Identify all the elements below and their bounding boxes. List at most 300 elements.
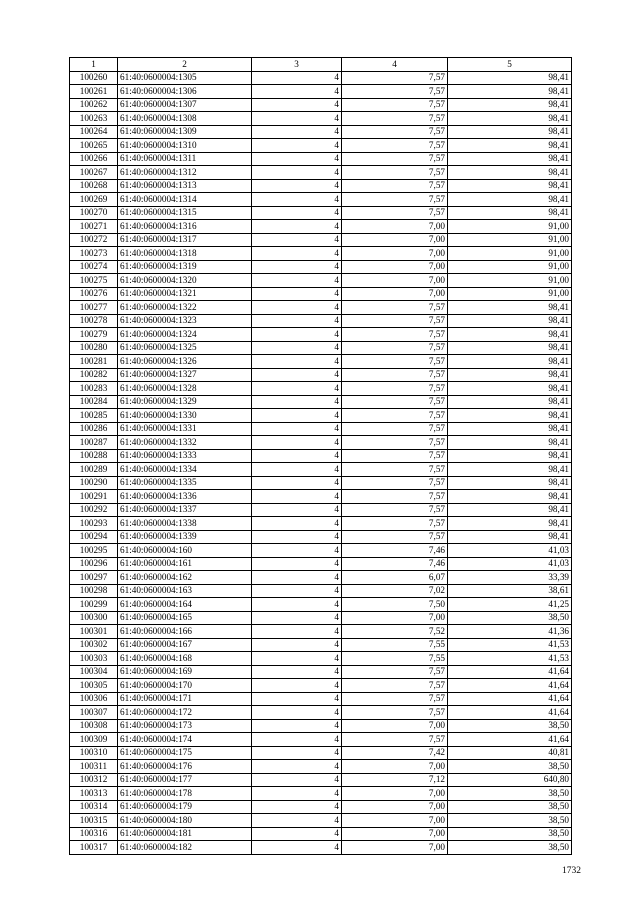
cadastral-number: 61:40:0600004:1329: [118, 395, 252, 409]
column-4-value: 7,57: [342, 206, 448, 220]
column-3-value: 4: [252, 166, 342, 180]
column-4-value: 7,57: [342, 679, 448, 693]
column-3-value: 4: [252, 490, 342, 504]
column-4-value: 7,00: [342, 260, 448, 274]
cadastral-number: 61:40:0600004:180: [118, 814, 252, 828]
column-4-value: 7,57: [342, 85, 448, 99]
column-5-value: 98,41: [448, 193, 572, 207]
column-3-value: 4: [252, 409, 342, 423]
data-table: [69, 57, 572, 855]
cadastral-number: 61:40:0600004:1335: [118, 476, 252, 490]
column-5-value: 91,00: [448, 274, 572, 288]
column-3-value: 4: [252, 598, 342, 612]
cadastral-number: 61:40:0600004:1330: [118, 409, 252, 423]
row-id: 100272: [70, 233, 118, 247]
column-5-value: 98,41: [448, 301, 572, 315]
column-3-value: 4: [252, 436, 342, 450]
column-4-value: 7,57: [342, 463, 448, 477]
cadastral-number: 61:40:0600004:172: [118, 706, 252, 720]
column-4-value: 7,57: [342, 395, 448, 409]
table-row: [70, 152, 572, 166]
column-3-value: 4: [252, 449, 342, 463]
column-3-value: 4: [252, 220, 342, 234]
cadastral-number: 61:40:0600004:165: [118, 611, 252, 625]
cadastral-number: 61:40:0600004:169: [118, 665, 252, 679]
column-3-value: 4: [252, 625, 342, 639]
column-3-value: 4: [252, 193, 342, 207]
column-4-value: 7,57: [342, 422, 448, 436]
cadastral-number: 61:40:0600004:1337: [118, 503, 252, 517]
column-5-value: 98,41: [448, 71, 572, 85]
column-4-value: 7,57: [342, 314, 448, 328]
row-id: 100283: [70, 382, 118, 396]
row-id: 100311: [70, 760, 118, 774]
table-row: [70, 328, 572, 342]
row-id: 100294: [70, 530, 118, 544]
column-3-value: 4: [252, 152, 342, 166]
column-3-value: 4: [252, 382, 342, 396]
column-4-value: 7,57: [342, 152, 448, 166]
column-4-value: 7,02: [342, 584, 448, 598]
column-5-value: 38,50: [448, 800, 572, 814]
column-3-value: 4: [252, 395, 342, 409]
row-id: 100284: [70, 395, 118, 409]
row-id: 100317: [70, 841, 118, 855]
table-row: [70, 71, 572, 85]
column-5-value: 41,03: [448, 544, 572, 558]
cadastral-number: 61:40:0600004:1331: [118, 422, 252, 436]
column-3-value: 4: [252, 287, 342, 301]
row-id: 100263: [70, 112, 118, 126]
column-3-value: 4: [252, 247, 342, 261]
row-id: 100304: [70, 665, 118, 679]
table-row: [70, 652, 572, 666]
column-3-value: 4: [252, 98, 342, 112]
column-3-value: 4: [252, 827, 342, 841]
cadastral-number: 61:40:0600004:1323: [118, 314, 252, 328]
table-row: [70, 800, 572, 814]
cadastral-number: 61:40:0600004:1316: [118, 220, 252, 234]
column-3-value: 4: [252, 260, 342, 274]
column-3-value: 4: [252, 611, 342, 625]
column-4-value: 7,57: [342, 382, 448, 396]
table-row: [70, 368, 572, 382]
row-id: 100292: [70, 503, 118, 517]
column-3-value: 4: [252, 787, 342, 801]
cadastral-number: 61:40:0600004:1320: [118, 274, 252, 288]
cadastral-number: 61:40:0600004:1339: [118, 530, 252, 544]
column-5-value: 98,41: [448, 530, 572, 544]
row-id: 100293: [70, 517, 118, 531]
column-4-value: 7,57: [342, 139, 448, 153]
table-row: [70, 206, 572, 220]
row-id: 100296: [70, 557, 118, 571]
cadastral-number: 61:40:0600004:1327: [118, 368, 252, 382]
column-5-value: 41,64: [448, 679, 572, 693]
column-3-value: 4: [252, 665, 342, 679]
row-id: 100291: [70, 490, 118, 504]
row-id: 100301: [70, 625, 118, 639]
column-5-value: 98,41: [448, 179, 572, 193]
column-header-1: 1: [70, 58, 118, 72]
header-row: [70, 58, 572, 72]
column-5-value: 41,53: [448, 652, 572, 666]
table-row: [70, 760, 572, 774]
column-4-value: 6,07: [342, 571, 448, 585]
column-5-value: 98,41: [448, 328, 572, 342]
column-5-value: 41,03: [448, 557, 572, 571]
row-id: 100260: [70, 71, 118, 85]
table-row: [70, 395, 572, 409]
column-5-value: 640,80: [448, 773, 572, 787]
column-4-value: 7,57: [342, 355, 448, 369]
column-4-value: 7,57: [342, 112, 448, 126]
table-row: [70, 449, 572, 463]
column-4-value: 7,57: [342, 71, 448, 85]
table-row: [70, 814, 572, 828]
table-row: [70, 679, 572, 693]
column-4-value: 7,57: [342, 692, 448, 706]
column-4-value: 7,57: [342, 436, 448, 450]
column-5-value: 98,41: [448, 476, 572, 490]
column-5-value: 41,36: [448, 625, 572, 639]
table-row: [70, 112, 572, 126]
cadastral-number: 61:40:0600004:163: [118, 584, 252, 598]
column-5-value: 98,41: [448, 503, 572, 517]
row-id: 100305: [70, 679, 118, 693]
cadastral-number: 61:40:0600004:171: [118, 692, 252, 706]
row-id: 100262: [70, 98, 118, 112]
cadastral-number: 61:40:0600004:168: [118, 652, 252, 666]
cadastral-number: 61:40:0600004:170: [118, 679, 252, 693]
cadastral-number: 61:40:0600004:1310: [118, 139, 252, 153]
column-3-value: 4: [252, 571, 342, 585]
table-row: [70, 490, 572, 504]
column-3-value: 4: [252, 530, 342, 544]
table-row: [70, 139, 572, 153]
column-4-value: 7,00: [342, 800, 448, 814]
column-5-value: 98,41: [448, 355, 572, 369]
column-5-value: 91,00: [448, 233, 572, 247]
table-row: [70, 706, 572, 720]
row-id: 100299: [70, 598, 118, 612]
cadastral-number: 61:40:0600004:1312: [118, 166, 252, 180]
table-row: [70, 463, 572, 477]
column-4-value: 7,00: [342, 787, 448, 801]
column-5-value: 98,41: [448, 490, 572, 504]
cadastral-number: 61:40:0600004:166: [118, 625, 252, 639]
column-5-value: 98,41: [448, 98, 572, 112]
column-3-value: 4: [252, 679, 342, 693]
column-4-value: 7,57: [342, 476, 448, 490]
table-row: [70, 314, 572, 328]
column-3-value: 4: [252, 638, 342, 652]
table-row: [70, 557, 572, 571]
column-3-value: 4: [252, 71, 342, 85]
row-id: 100275: [70, 274, 118, 288]
table-row: [70, 260, 572, 274]
column-4-value: 7,57: [342, 125, 448, 139]
column-4-value: 7,12: [342, 773, 448, 787]
table-row: [70, 719, 572, 733]
cadastral-number: 61:40:0600004:1315: [118, 206, 252, 220]
column-3-value: 4: [252, 85, 342, 99]
cadastral-number: 61:40:0600004:181: [118, 827, 252, 841]
column-4-value: 7,57: [342, 193, 448, 207]
table-row: [70, 827, 572, 841]
cadastral-number: 61:40:0600004:1309: [118, 125, 252, 139]
column-4-value: 7,00: [342, 719, 448, 733]
row-id: 100265: [70, 139, 118, 153]
column-4-value: 7,00: [342, 233, 448, 247]
table-row: [70, 611, 572, 625]
column-3-value: 4: [252, 814, 342, 828]
cadastral-number: 61:40:0600004:1308: [118, 112, 252, 126]
column-4-value: 7,57: [342, 517, 448, 531]
column-5-value: 98,41: [448, 206, 572, 220]
table-row: [70, 787, 572, 801]
column-4-value: 7,00: [342, 827, 448, 841]
column-5-value: 98,41: [448, 436, 572, 450]
row-id: 100264: [70, 125, 118, 139]
column-4-value: 7,57: [342, 449, 448, 463]
cadastral-number: 61:40:0600004:173: [118, 719, 252, 733]
column-4-value: 7,57: [342, 368, 448, 382]
table-row: [70, 625, 572, 639]
column-4-value: 7,57: [342, 665, 448, 679]
column-3-value: 4: [252, 557, 342, 571]
row-id: 100309: [70, 733, 118, 747]
table-row: [70, 476, 572, 490]
table-row: [70, 341, 572, 355]
column-3-value: 4: [252, 706, 342, 720]
column-5-value: 91,00: [448, 220, 572, 234]
column-4-value: 7,50: [342, 598, 448, 612]
table-row: [70, 544, 572, 558]
row-id: 100286: [70, 422, 118, 436]
cadastral-number: 61:40:0600004:1321: [118, 287, 252, 301]
table-row: [70, 517, 572, 531]
row-id: 100313: [70, 787, 118, 801]
row-id: 100280: [70, 341, 118, 355]
row-id: 100270: [70, 206, 118, 220]
row-id: 100295: [70, 544, 118, 558]
column-3-value: 4: [252, 314, 342, 328]
column-5-value: 91,00: [448, 247, 572, 261]
row-id: 100267: [70, 166, 118, 180]
row-id: 100302: [70, 638, 118, 652]
table-row: [70, 179, 572, 193]
table-row: [70, 422, 572, 436]
column-5-value: 98,41: [448, 517, 572, 531]
table-row: [70, 841, 572, 855]
table-row: [70, 193, 572, 207]
table-row: [70, 220, 572, 234]
row-id: 100308: [70, 719, 118, 733]
table-row: [70, 247, 572, 261]
table-row: [70, 584, 572, 598]
column-3-value: 4: [252, 112, 342, 126]
table-row: [70, 692, 572, 706]
table-row: [70, 409, 572, 423]
cadastral-number: 61:40:0600004:1328: [118, 382, 252, 396]
column-5-value: 91,00: [448, 260, 572, 274]
table-row: [70, 125, 572, 139]
column-4-value: 7,57: [342, 179, 448, 193]
table-row: [70, 638, 572, 652]
row-id: 100289: [70, 463, 118, 477]
table-row: [70, 233, 572, 247]
column-5-value: 41,64: [448, 692, 572, 706]
cadastral-number: 61:40:0600004:164: [118, 598, 252, 612]
row-id: 100312: [70, 773, 118, 787]
column-4-value: 7,00: [342, 814, 448, 828]
column-4-value: 7,00: [342, 760, 448, 774]
column-4-value: 7,00: [342, 287, 448, 301]
column-5-value: 38,50: [448, 814, 572, 828]
cadastral-number: 61:40:0600004:1306: [118, 85, 252, 99]
row-id: 100315: [70, 814, 118, 828]
column-5-value: 98,41: [448, 125, 572, 139]
column-3-value: 4: [252, 463, 342, 477]
page-number: 1732: [562, 866, 581, 876]
column-3-value: 4: [252, 422, 342, 436]
cadastral-number: 61:40:0600004:1311: [118, 152, 252, 166]
column-5-value: 38,50: [448, 841, 572, 855]
cadastral-number: 61:40:0600004:1317: [118, 233, 252, 247]
column-5-value: 98,41: [448, 314, 572, 328]
cadastral-number: 61:40:0600004:1313: [118, 179, 252, 193]
row-id: 100287: [70, 436, 118, 450]
table-row: [70, 301, 572, 315]
cadastral-number: 61:40:0600004:1332: [118, 436, 252, 450]
column-4-value: 7,55: [342, 652, 448, 666]
column-5-value: 33,39: [448, 571, 572, 585]
column-header-3: 3: [252, 58, 342, 72]
column-5-value: 98,41: [448, 166, 572, 180]
column-3-value: 4: [252, 233, 342, 247]
row-id: 100278: [70, 314, 118, 328]
column-5-value: 98,41: [448, 395, 572, 409]
column-5-value: 98,41: [448, 463, 572, 477]
cadastral-number: 61:40:0600004:174: [118, 733, 252, 747]
table-row: [70, 773, 572, 787]
column-3-value: 4: [252, 355, 342, 369]
column-5-value: 98,41: [448, 409, 572, 423]
row-id: 100266: [70, 152, 118, 166]
row-id: 100285: [70, 409, 118, 423]
table-row: [70, 503, 572, 517]
cadastral-number: 61:40:0600004:1334: [118, 463, 252, 477]
column-3-value: 4: [252, 544, 342, 558]
column-5-value: 40,81: [448, 746, 572, 760]
cadastral-number: 61:40:0600004:1318: [118, 247, 252, 261]
table-row: [70, 287, 572, 301]
cadastral-number: 61:40:0600004:1324: [118, 328, 252, 342]
row-id: 100310: [70, 746, 118, 760]
column-3-value: 4: [252, 274, 342, 288]
row-id: 100274: [70, 260, 118, 274]
row-id: 100282: [70, 368, 118, 382]
column-4-value: 7,57: [342, 166, 448, 180]
column-4-value: 7,57: [342, 503, 448, 517]
column-3-value: 4: [252, 341, 342, 355]
table-body: [70, 71, 572, 854]
table-row: [70, 98, 572, 112]
cadastral-number: 61:40:0600004:177: [118, 773, 252, 787]
row-id: 100314: [70, 800, 118, 814]
cadastral-number: 61:40:0600004:1319: [118, 260, 252, 274]
row-id: 100279: [70, 328, 118, 342]
row-id: 100261: [70, 85, 118, 99]
table-row: [70, 530, 572, 544]
column-5-value: 41,64: [448, 706, 572, 720]
row-id: 100288: [70, 449, 118, 463]
column-4-value: 7,00: [342, 220, 448, 234]
column-header-5: 5: [448, 58, 572, 72]
cadastral-number: 61:40:0600004:1336: [118, 490, 252, 504]
column-3-value: 4: [252, 301, 342, 315]
column-3-value: 4: [252, 328, 342, 342]
cadastral-number: 61:40:0600004:1314: [118, 193, 252, 207]
row-id: 100303: [70, 652, 118, 666]
column-4-value: 7,52: [342, 625, 448, 639]
column-3-value: 4: [252, 800, 342, 814]
column-5-value: 98,41: [448, 85, 572, 99]
column-5-value: 41,53: [448, 638, 572, 652]
cadastral-number: 61:40:0600004:1338: [118, 517, 252, 531]
cadastral-number: 61:40:0600004:1322: [118, 301, 252, 315]
column-header-4: 4: [342, 58, 448, 72]
column-4-value: 7,00: [342, 247, 448, 261]
row-id: 100306: [70, 692, 118, 706]
column-4-value: 7,57: [342, 706, 448, 720]
column-3-value: 4: [252, 368, 342, 382]
column-3-value: 4: [252, 517, 342, 531]
column-3-value: 4: [252, 206, 342, 220]
column-4-value: 7,57: [342, 98, 448, 112]
table-row: [70, 571, 572, 585]
cadastral-number: 61:40:0600004:1333: [118, 449, 252, 463]
column-5-value: 98,41: [448, 152, 572, 166]
column-4-value: 7,00: [342, 274, 448, 288]
cadastral-number: 61:40:0600004:161: [118, 557, 252, 571]
column-4-value: 7,57: [342, 409, 448, 423]
column-4-value: 7,46: [342, 544, 448, 558]
column-3-value: 4: [252, 125, 342, 139]
column-3-value: 4: [252, 733, 342, 747]
row-id: 100273: [70, 247, 118, 261]
table-row: [70, 382, 572, 396]
column-4-value: 7,46: [342, 557, 448, 571]
cadastral-number: 61:40:0600004:176: [118, 760, 252, 774]
row-id: 100298: [70, 584, 118, 598]
table-row: [70, 355, 572, 369]
column-5-value: 98,41: [448, 422, 572, 436]
column-3-value: 4: [252, 773, 342, 787]
column-5-value: 41,25: [448, 598, 572, 612]
column-header-2: 2: [118, 58, 252, 72]
cadastral-number: 61:40:0600004:179: [118, 800, 252, 814]
column-3-value: 4: [252, 139, 342, 153]
cadastral-number: 61:40:0600004:167: [118, 638, 252, 652]
row-id: 100281: [70, 355, 118, 369]
table-row: [70, 85, 572, 99]
column-5-value: 98,41: [448, 139, 572, 153]
row-id: 100300: [70, 611, 118, 625]
cadastral-number: 61:40:0600004:162: [118, 571, 252, 585]
cadastral-number: 61:40:0600004:182: [118, 841, 252, 855]
